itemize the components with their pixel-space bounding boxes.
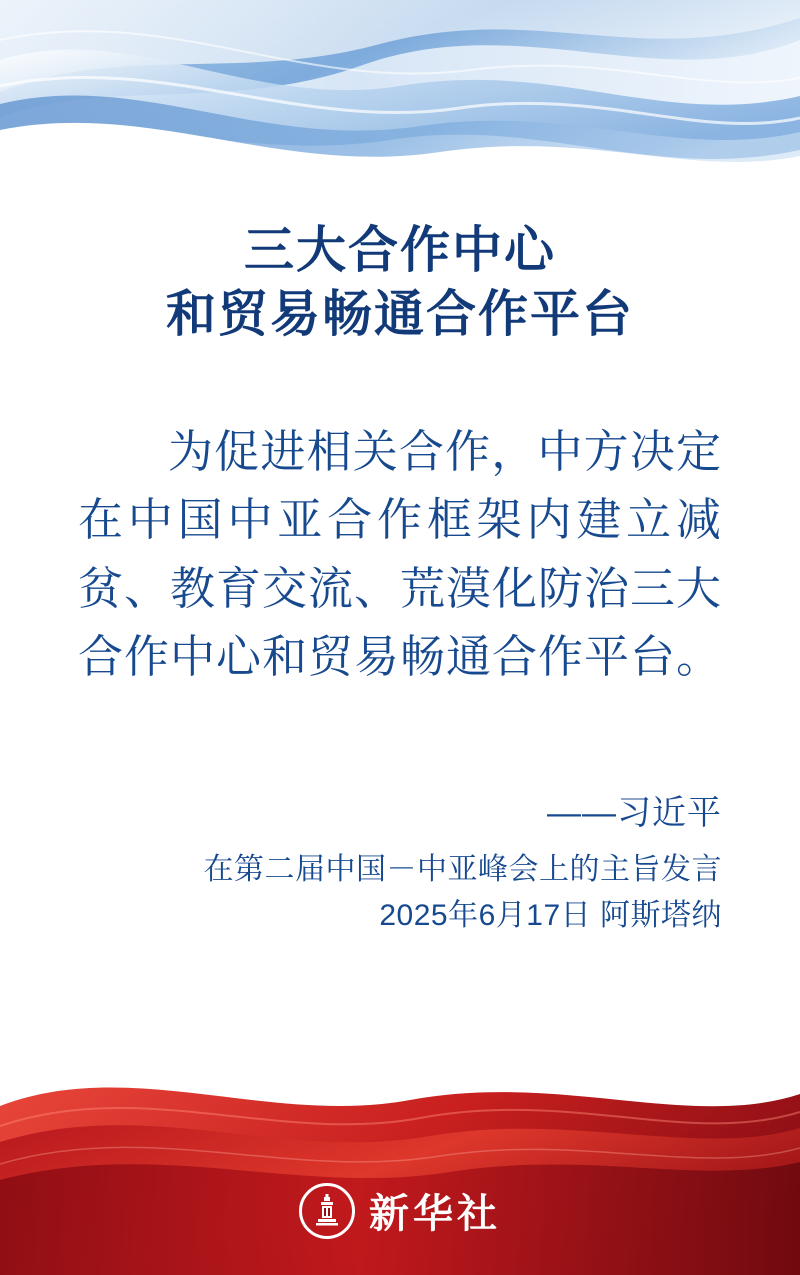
page-title-line-2: 和贸易畅通合作平台 <box>166 286 634 342</box>
page-title-line-1: 三大合作中心 <box>244 222 556 278</box>
quote-body: 为促进相关合作，中方决定在中国中亚合作框架内建立减贫、教育交流、荒漠化防治三大合作中心和贸易畅通合作平台。 <box>78 426 723 683</box>
top-wave-decoration <box>0 0 800 215</box>
page-title <box>72 218 728 346</box>
poster-content <box>0 200 800 940</box>
xinhua-logo <box>0 1182 800 1239</box>
xinhua-tower-icon <box>299 1183 355 1239</box>
xinhua-logo-text: 新华社 <box>369 1191 501 1236</box>
attribution-author: ——习近平 <box>547 793 722 832</box>
attribution <box>72 788 728 940</box>
attribution-date: 2025年6月17日 阿斯塔纳 <box>379 899 722 933</box>
attribution-occasion: 在第二届中国－中亚峰会上的主旨发言 <box>203 852 722 886</box>
